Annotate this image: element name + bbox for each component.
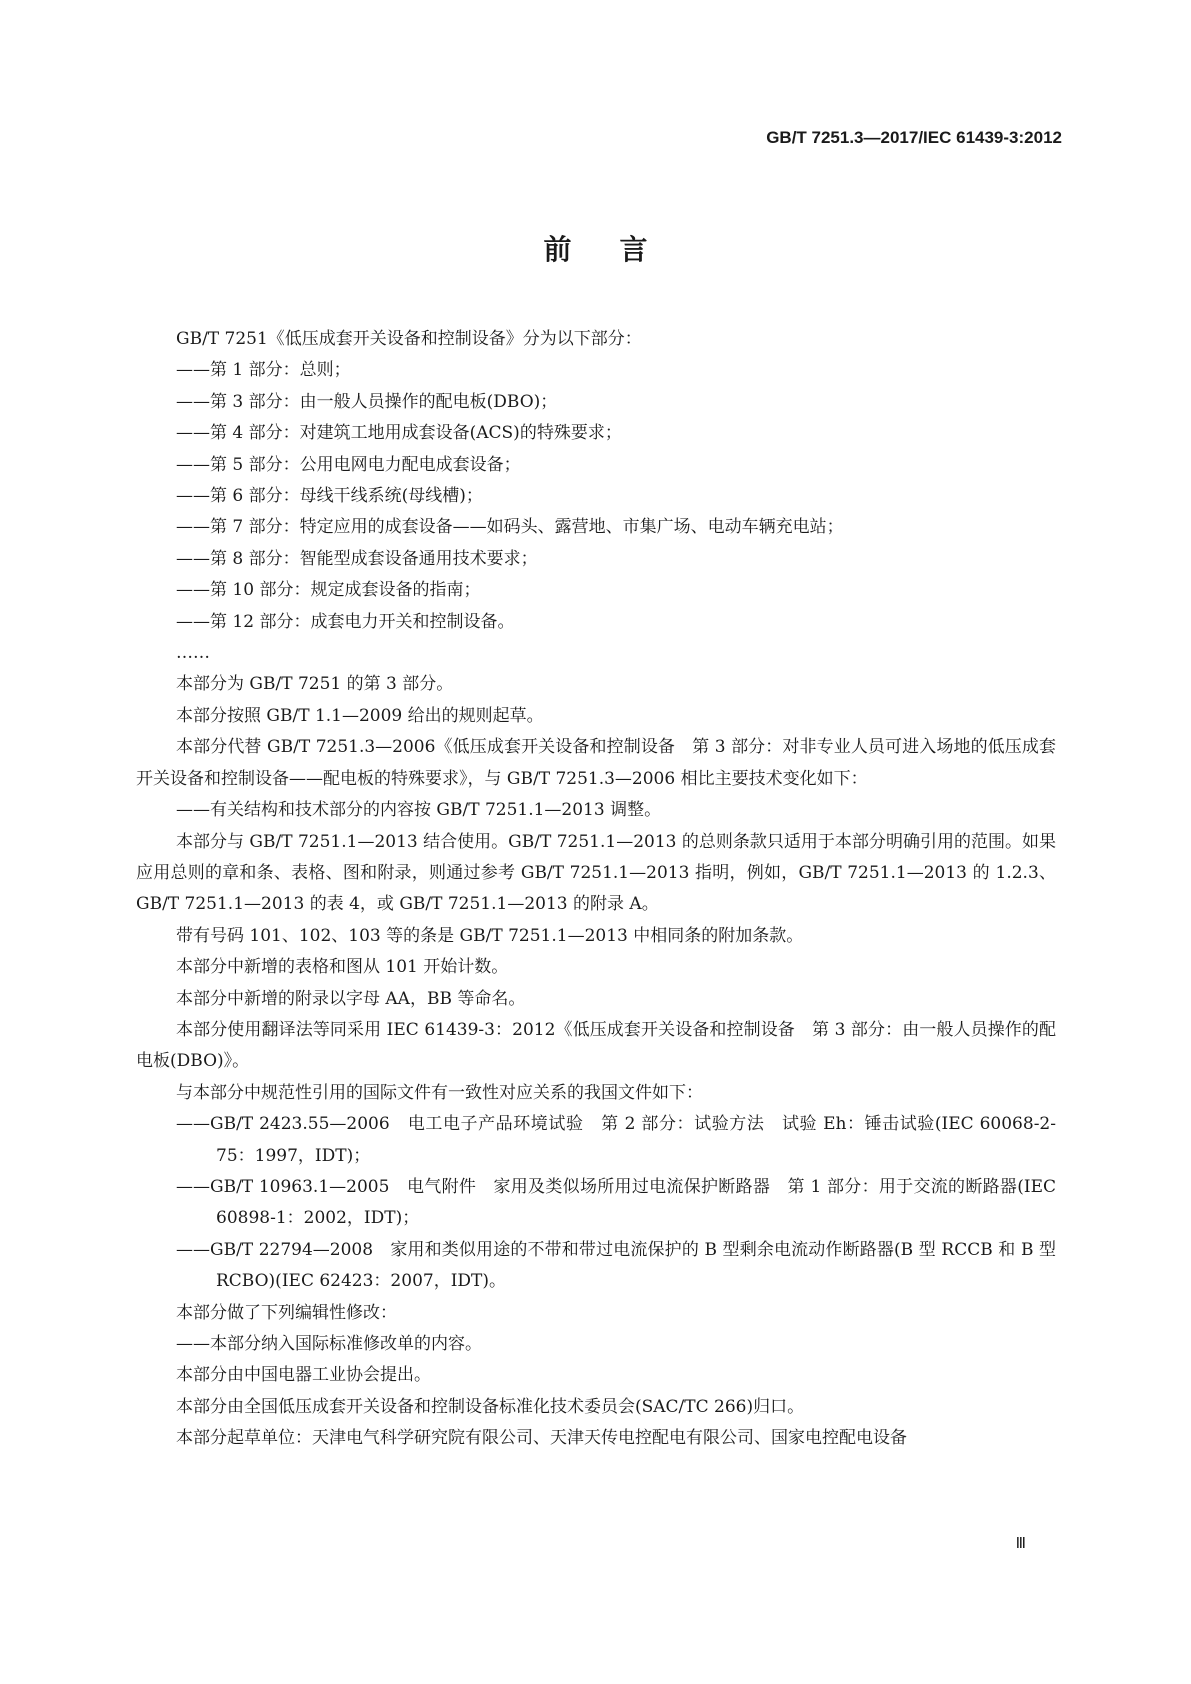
list-item: ——有关结构和技术部分的内容按 GB/T 7251.1—2013 调整。 xyxy=(176,800,662,821)
paragraph: 本部分由中国电器工业协会提出。 xyxy=(176,1365,431,1386)
paragraph: 本部分中新增的表格和图从 101 开始计数。 xyxy=(176,957,509,978)
list-item: ——GB/T 2423.55—2006 电工电子产品环境试验 第 2 部分：试验方法 试验 Eh：锤击试验(IEC 60068-2-75：1997，IDT)； xyxy=(176,1114,1056,1166)
list-item: ——GB/T 22794—2008 家用和类似用途的不带和带过电流保护的 B 型剩余电流动作断路器(B 型 RCCB 和 B 型 RCBO)(IEC 62423：2007，IDT)。 xyxy=(176,1239,1056,1292)
list-item: ——第 12 部分：成套电力开关和控制设备。 xyxy=(176,611,515,632)
paragraph: 带有号码 101、102、103 等的条是 GB/T 7251.1—2013 中相同条的附加条款。 xyxy=(176,925,804,946)
paragraph: 本部分由全国低压成套开关设备和控制设备标准化技术委员会(SAC/TC 266)归口。 xyxy=(176,1396,805,1417)
paragraph: 本部分中新增的附录以字母 AA，BB 等命名。 xyxy=(176,988,526,1009)
paragraph: 本部分代替 GB/T 7251.3—2006《低压成套开关设备和控制设备 第 3 部分：对非专业人员可进入场地的低压成套开关设备和控制设备——配电板的特殊要求》，与 GB/T 7251.3—2006 相比主要技术变化如下： xyxy=(136,737,1056,789)
document-body xyxy=(136,324,1056,1455)
list-item: ——第 8 部分：智能型成套设备通用技术要求； xyxy=(176,548,538,569)
paragraph: 本部分起草单位：天津电气科学研究院有限公司、天津天传电控配电有限公司、国家电控配电设备 xyxy=(176,1428,907,1449)
list-item: ——第 10 部分：规定成套设备的指南； xyxy=(176,580,481,601)
paragraph: 与本部分中规范性引用的国际文件有一致性对应关系的我国文件如下： xyxy=(176,1082,703,1103)
list-item: ——第 6 部分：母线干线系统(母线槽)； xyxy=(176,486,483,507)
paragraph: 本部分使用翻译法等同采用 IEC 61439-3：2012《低压成套开关设备和控制设备 第 3 部分：由一般人员操作的配电板(DBO)》。 xyxy=(136,1019,1056,1072)
paragraph: 本部分与 GB/T 7251.1—2013 结合使用。GB/T 7251.1—2013 的总则条款只适用于本部分明确引用的范围。如果应用总则的章和条、表格、图和附录，则通过参考 GB/T 7251.1—2013 指明，例如，GB/T 7251.1—2013 的 1.2.3、GB/T 7251.1—2013 的表 4，或 GB/T 7251.1—2013 的附录 A。 xyxy=(136,831,1056,915)
page-title: 前言 xyxy=(543,233,696,266)
page-number: Ⅲ xyxy=(1015,1536,1026,1552)
list-item: ——第 5 部分：公用电网电力配电成套设备； xyxy=(176,454,521,475)
list-item: ——第 1 部分：总则； xyxy=(176,360,351,381)
ellipsis: …… xyxy=(176,643,210,664)
list-item: ——第 4 部分：对建筑工地用成套设备(ACS)的特殊要求； xyxy=(176,423,622,444)
list-item: ——GB/T 10963.1—2005 电气附件 家用及类似场所用过电流保护断路器 第 1 部分：用于交流的断路器(IEC 60898-1：2002，IDT)； xyxy=(176,1176,1056,1229)
standard-code: GB/T 7251.3—2017/IEC 61439-3:2012 xyxy=(766,128,1062,147)
list-item: ——第 7 部分：特定应用的成套设备——如码头、露营地、市集广场、电动车辆充电站； xyxy=(176,517,844,538)
list-item: ——第 3 部分：由一般人员操作的配电板(DBO)； xyxy=(176,391,558,412)
paragraph: 本部分按照 GB/T 1.1—2009 给出的规则起草。 xyxy=(176,705,544,726)
paragraph: GB/T 7251《低压成套开关设备和控制设备》分为以下部分： xyxy=(176,329,642,349)
paragraph: 本部分为 GB/T 7251 的第 3 部分。 xyxy=(176,674,454,695)
list-item: ——本部分纳入国际标准修改单的内容。 xyxy=(176,1334,482,1354)
paragraph: 本部分做了下列编辑性修改： xyxy=(176,1302,397,1323)
